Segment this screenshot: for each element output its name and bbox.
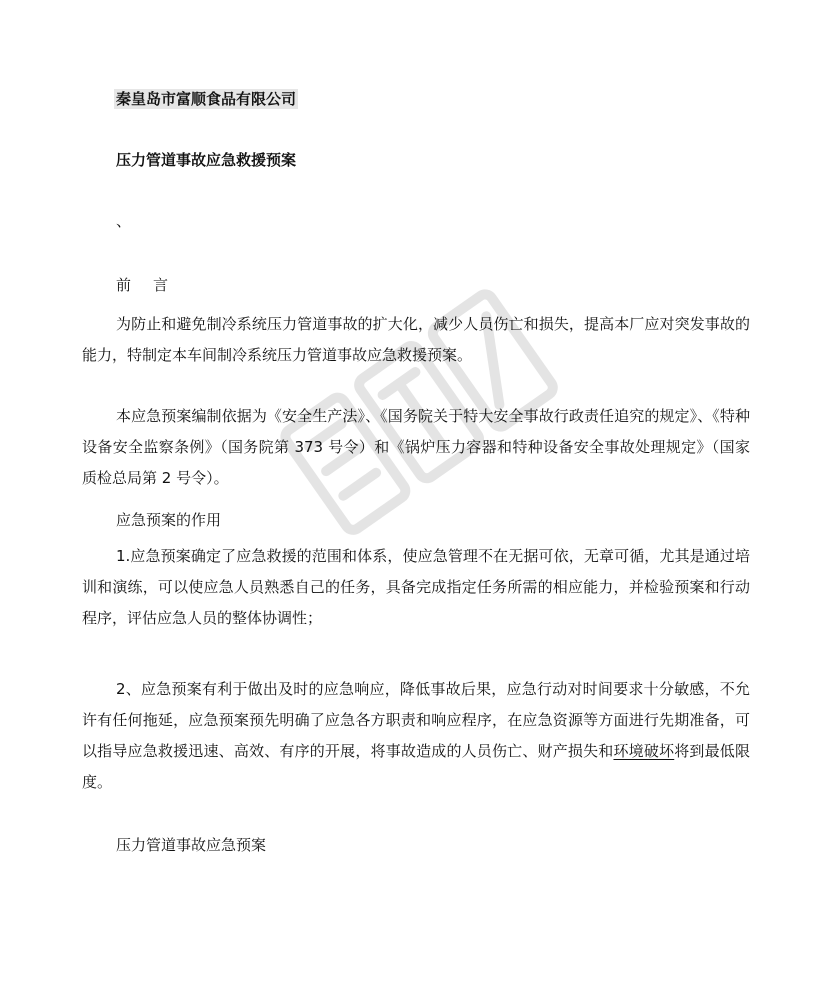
paragraph-purpose: 为防止和避免制冷系统压力管道事故的扩大化，减少人员伤亡和损失，提高本厂应对突发事故的能力，特制定本车间制冷系统压力管道事故应急救援预案。	[82, 315, 750, 364]
document-title: 压力管道事故应急救援预案	[116, 151, 297, 169]
preface-char-1: 前	[116, 276, 132, 294]
preface-char-2: 言	[153, 276, 169, 294]
paragraph-role-2-end: 将到最低限度。	[82, 742, 750, 791]
company-name: 秦皇岛市富顺食品有限公司	[116, 90, 297, 108]
stray-punctuation: 、	[116, 212, 132, 230]
preface-heading	[116, 275, 168, 295]
paragraph-role-2	[82, 674, 750, 798]
paragraph-role-2-main: 2、应急预案有利于做出及时的应急响应，降低事故后果，应急行动对时间要求十分敏感，不允许有任何拖延，应急预案预先明确了应急各方职责和响应程序，在应急资源等方面进行先期准备，可以指导应急救援迅速、高效、有序的开展，将事故造成的人员伤亡、财产损失和	[82, 680, 750, 760]
paragraph-role-1: 1.应急预案确定了应急救援的范围和体系，使应急管理不在无据可依，无章可循，尤其是通过培训和演练，可以使应急人员熟悉自己的任务，具备完成指定任务所需的相应能力，并检验预案和行动程序，评估应急人员的整体协调性；	[82, 547, 750, 627]
underlined-phrase: 环境破坏	[613, 742, 675, 760]
paragraph-basis: 本应急预案编制依据为《安全生产法》、《国务院关于特大安全事故行政责任追究的规定》、《特种设备安全监察条例》（国务院第 373 号令）和《锅炉压力容器和特种设备安全事故处理规定》（国家质检总局第 2 号令）。	[82, 407, 750, 487]
role-heading: 应急预案的作用	[116, 511, 222, 529]
section-heading: 压力管道事故应急预案	[116, 836, 267, 854]
